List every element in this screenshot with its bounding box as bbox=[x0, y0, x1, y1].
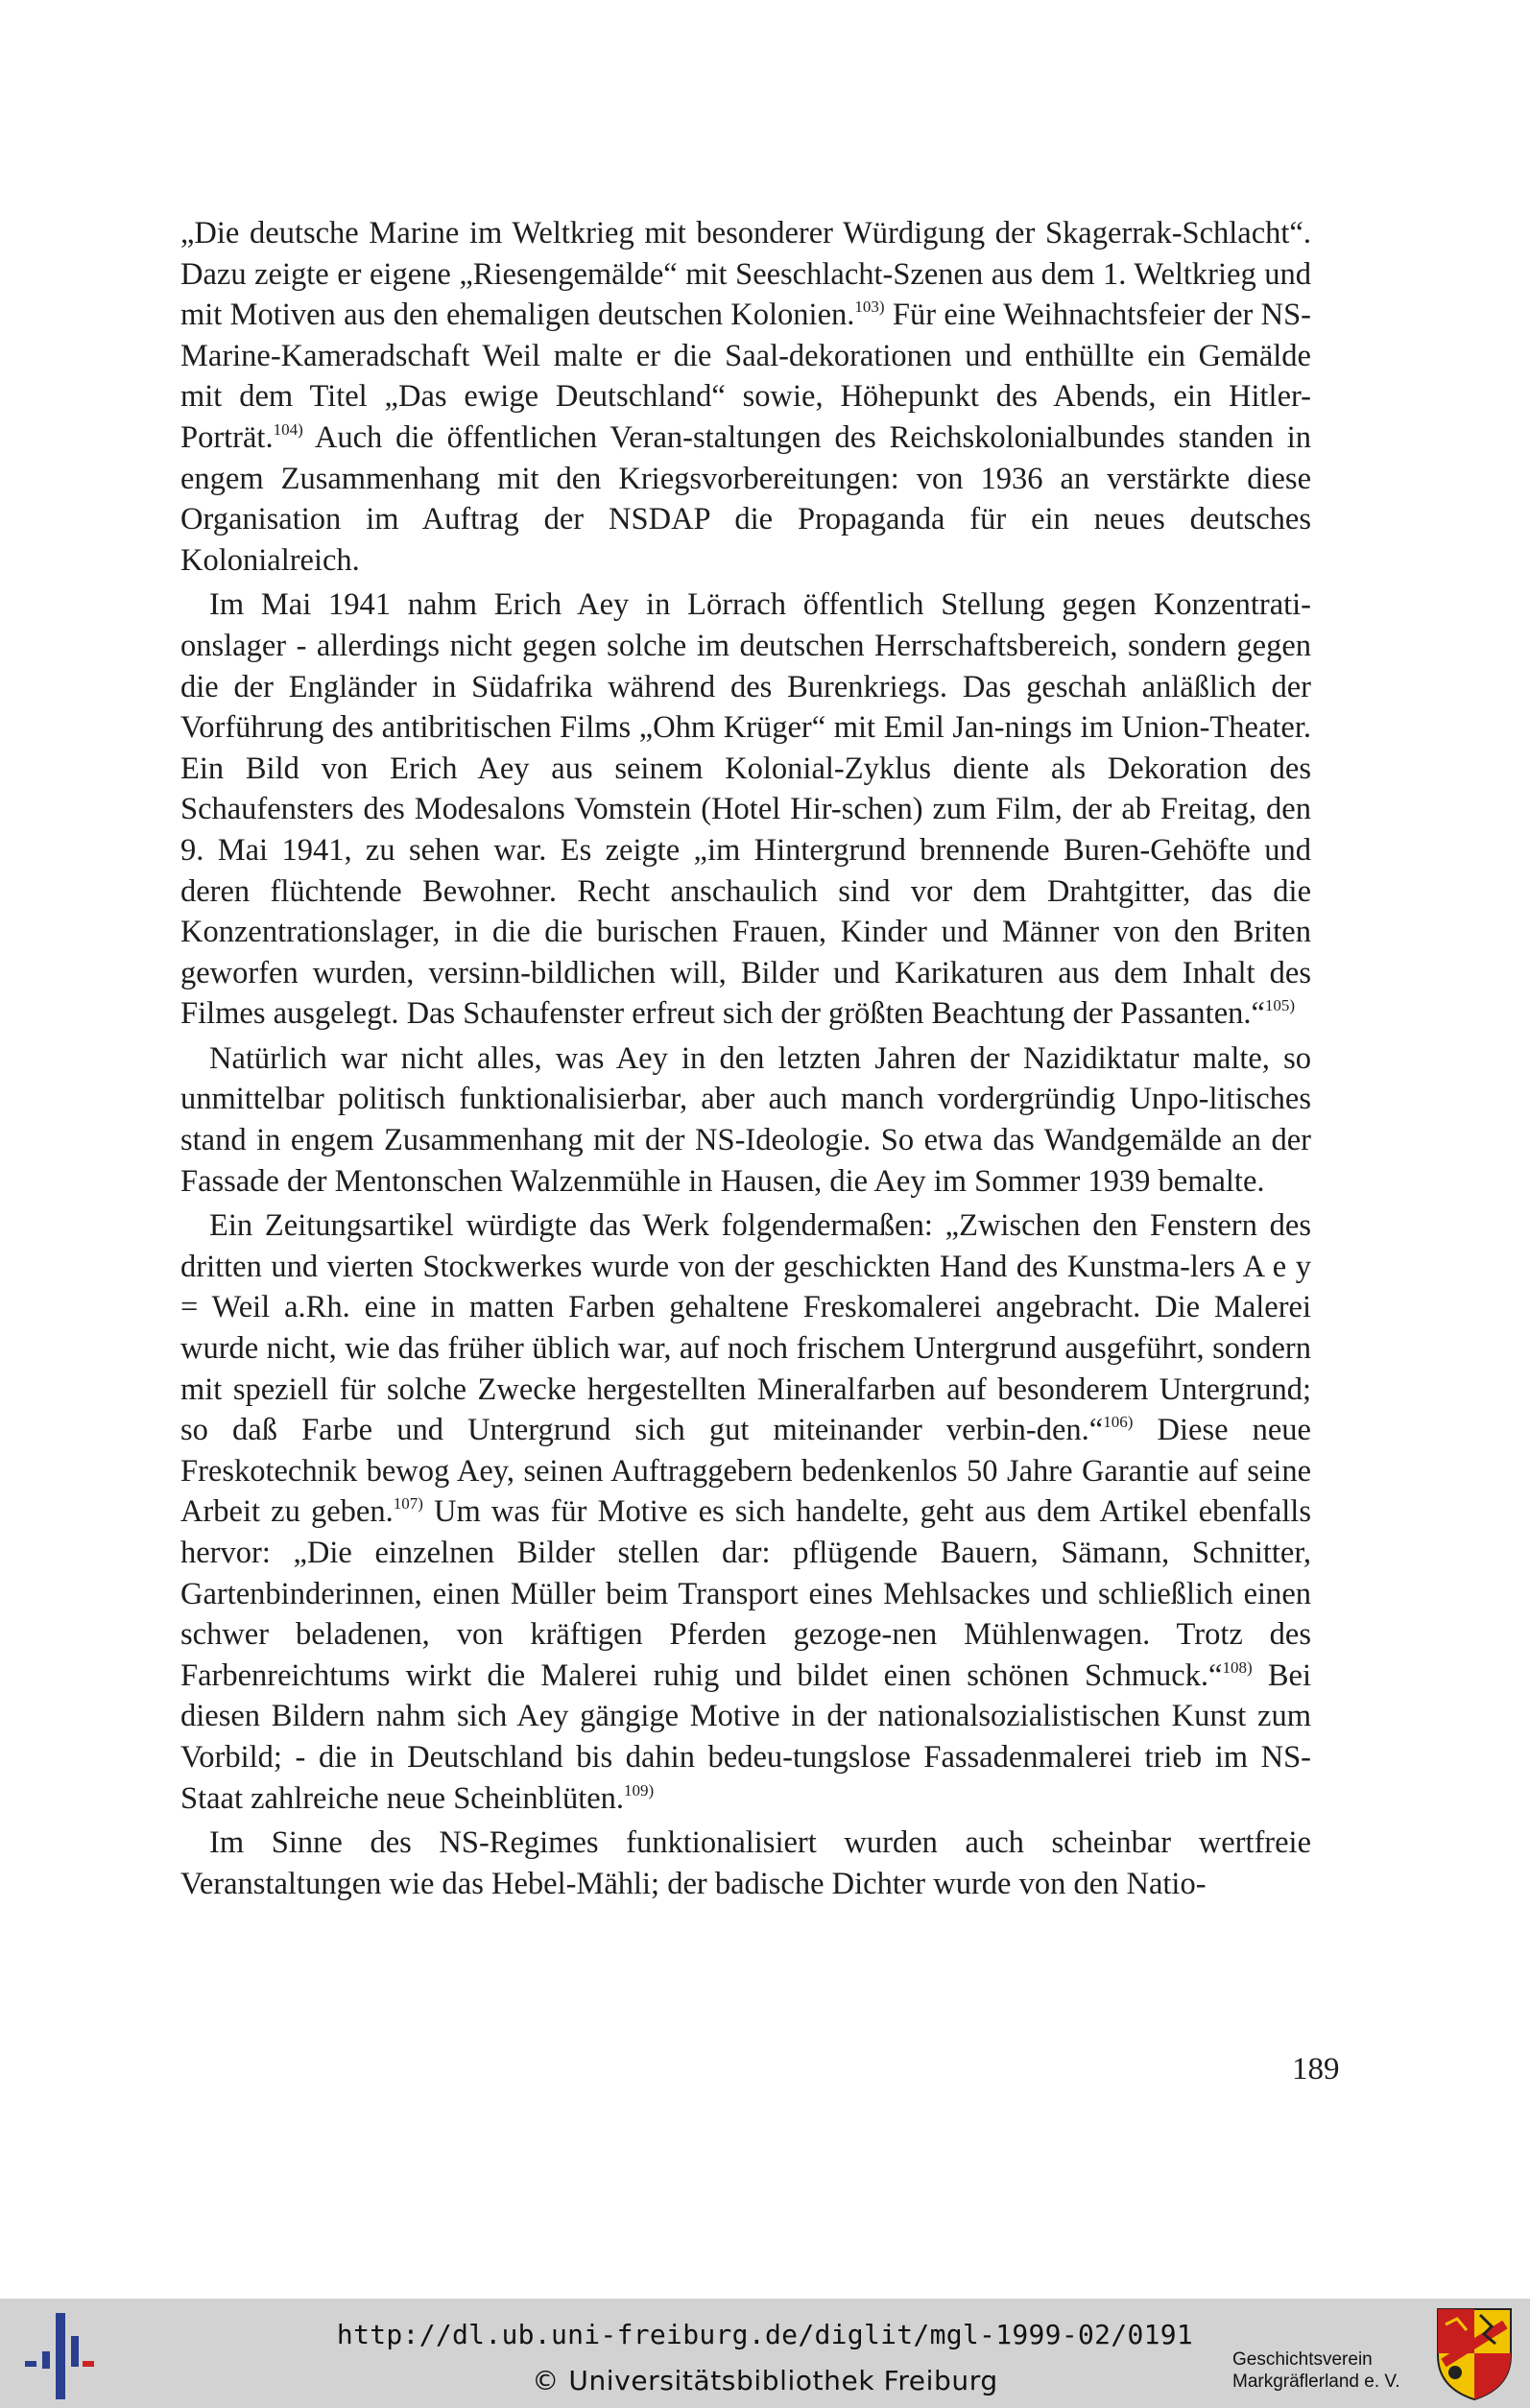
paragraph bbox=[180, 1823, 1311, 1904]
paragraph-text: Bei diesen Bildern nahm sich Aey gängige Motive in der nationalsozialistischen Kunst zum Vorbild; - die in Deutschland bis dahin bedeu-tungslose Fassadenmalerei trieb im NS-Staat zahlreiche neue Scheinblüten. bbox=[180, 1657, 1311, 1816]
paragraph-text: Ein Zeitungsartikel würdigte das Werk folgendermaßen: „Zwischen den Fenstern des dritten und vierten Stockwerkes wurde von der geschickten Hand des Kunstma-lers A e y = Weil a.Rh. eine in matten Farben gehaltene Freskomalerei angebracht. Die Malerei wurde nicht, wie das früher üblich war, auf noch frischem Untergrund ausgeführt, sondern mit speziell für solche Zwecke hergestellten Mineralfarben auf besonderem Untergrund; so daß Farbe und Untergrund sich gut miteinander verbin-den.“ bbox=[180, 1208, 1311, 1448]
paragraph-text: Im Mai 1941 nahm Erich Aey in Lörrach öffentlich Stellung gegen Konzentrati-onslager - allerdings nicht gegen solche im deutschen Herrschaftsbereich, sondern gegen die der Engländer in Südafrika während des Burenkriegs. Das geschah anläßlich der Vorführung des antibritischen Films „Ohm Krüger“ mit Emil Jan-nings im Union-Theater. Ein Bild von Erich Aey aus seinem Kolonial-Zyklus diente als Dekoration des Schaufensters des Modesalons Vomstein (Hotel Hir-schen) zum Film, der ab Freitag, den 9. Mai 1941, zu sehen war. Es zeigte „im Hintergrund brennende Buren-Gehöfte und deren flüchtende Bewohner. Recht anschaulich sind vor dem Drahtgitter, das die Konzentrationslager, in die die burischen Frauen, Kinder und Männer von den Briten geworfen wurden, versinn-bildlichen will, Bilder und Karikaturen aus dem Inhalt des Filmes ausgelegt. Das Schaufenster erfreut sich der größten Beachtung der Passanten.“ bbox=[180, 587, 1311, 1032]
footnote-reference: 106) bbox=[1103, 1413, 1134, 1432]
footer-copyright: © Universitätsbibliothek Freiburg bbox=[532, 2365, 998, 2396]
paragraph-text: Auch die öffentlichen Veran-staltungen des Reichskolonialbundes standen in engem Zusammenhang mit den Kriegsvorbereitungen: von 1936 an verstärkte diese Organisation im Auftrag der NSDAP die Propaganda für ein neues deutsches Kolonialreich. bbox=[180, 419, 1311, 578]
paragraph-text: Für eine Weihnachtsfeier der NS-Marine-Kameradschaft Weil malte er die Saal-dekorationen und enthüllte ein Gemälde mit dem Titel „Das ewige Deutschland“ sowie, Höhepunkt des Abends, ein Hitler-Porträt. bbox=[180, 298, 1311, 455]
paragraph-text: Natürlich war nicht alles, was Aey in den letzten Jahren der Nazidiktatur malte, so unmittelbar politisch funktionalisierbar, aber auch manch vordergründig Unpo-litisches stand in engem Zusammenhang mit der NS-Ideologie. So etwa das Wandgemälde an der Fassade der Mentonschen Walzenmühle in Hausen, die Aey im Sommer 1939 bemalte. bbox=[180, 1040, 1311, 1199]
paragraph bbox=[180, 1038, 1311, 1202]
footnote-reference: 103) bbox=[854, 298, 885, 317]
publisher-line-1: Geschichtsverein bbox=[1232, 2349, 1373, 2370]
page-number: 189 bbox=[1292, 2052, 1340, 2086]
paragraph-text: Diese neue Freskotechnik bewog Aey, seinen Auftraggebern bedenkenlos 50 Jahre Garantie auf seine Arbeit zu geben. bbox=[180, 1413, 1311, 1530]
publisher-line-2: Markgräflerland e. V. bbox=[1232, 2372, 1400, 2392]
footnote-reference: 105) bbox=[1264, 996, 1296, 1015]
footnote-reference: 108) bbox=[1222, 1657, 1253, 1677]
paragraph-text: „Die deutsche Marine im Weltkrieg mit besonderer Würdigung der Skagerrak-Schlacht“. Dazu zeigte er eigene „Riesengemälde“ mit Seeschlacht-Szenen aus dem 1. Weltkrieg und mit Motiven aus den ehemaligen deutschen Kolonien. bbox=[180, 216, 1311, 333]
paragraph-text: Im Sinne des NS-Regimes funktionalisiert wurden auch scheinbar wertfreie Veranstaltungen wie das Hebel-Mähli; der badische Dichter wurde von den Natio- bbox=[180, 1825, 1311, 1901]
footer-url-link[interactable]: http://dl.ub.uni-freiburg.de/diglit/mgl-1999-02/0191 bbox=[336, 2319, 1194, 2350]
footnote-reference: 104) bbox=[273, 419, 303, 439]
publisher-name bbox=[1232, 2348, 1400, 2393]
markgraeflerland-crest-icon bbox=[1434, 2305, 1515, 2401]
body-text bbox=[180, 213, 1311, 1904]
paragraph-text: Um was für Motive es sich handelte, geht aus dem Artikel ebenfalls hervor: „Die einzelnen Bilder stellen dar: pflügende Bauern, Sämann, Schnitter, Gartenbinderinnen, einen Müller beim Transport eines Mehlsackes und schließlich einen schwer beladenen, von kräftigen Pferden gezoge-nen Mühlenwagen. Trotz des Farbenreichtums wirkt die Malerei ruhig und bildet einen schönen Schmuck.“ bbox=[180, 1494, 1311, 1693]
footnote-reference: 107) bbox=[393, 1494, 423, 1514]
paragraph bbox=[180, 213, 1311, 581]
footnote-reference: 109) bbox=[624, 1780, 655, 1800]
paragraph bbox=[180, 1205, 1311, 1819]
paragraph bbox=[180, 584, 1311, 1035]
